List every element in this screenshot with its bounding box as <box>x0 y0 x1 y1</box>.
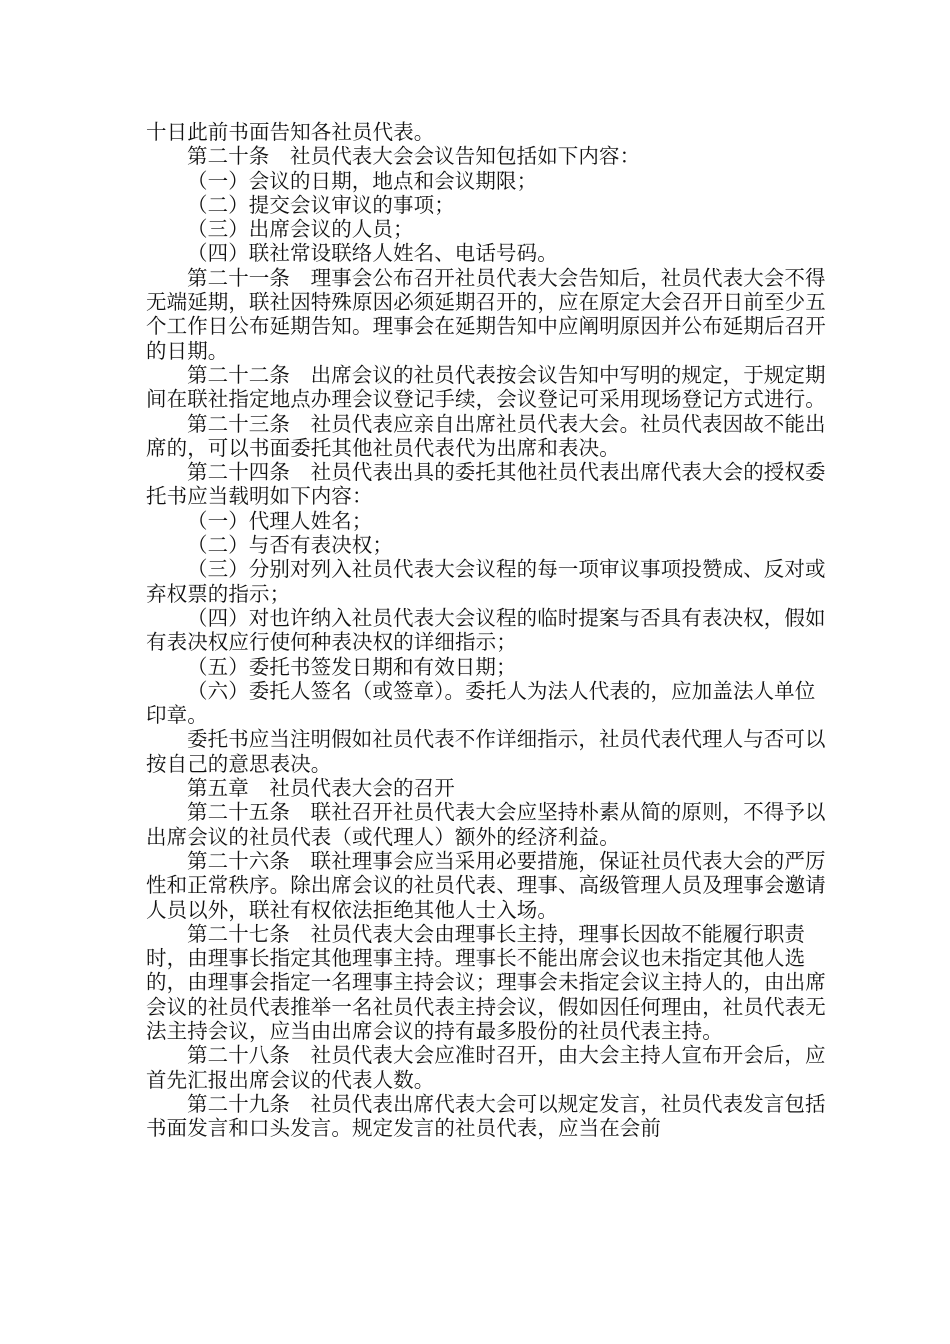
article-paragraph: 第二十一条 理事会公布召开社员代表大会告知后，社员代表大会不得无端延期，联社因特殊原因必须延期召开的，应在原定大会召开日前至少五个工作日公布延期告知。理事会在延期告知中应阐明原因并公布延期后召开的日期。 <box>146 265 826 363</box>
list-item: （二）与否有表决权； <box>187 533 393 558</box>
article-paragraph: 第二十二条 出席会议的社员代表按会议告知中写明的规定，于规定期间在联社指定地点办理会议登记手续，会议登记可采用现场登记方式进行。 <box>146 362 826 412</box>
list-item: （五）委托书签发日期和有效日期； <box>187 654 517 679</box>
list-item: （二）提交会议审议的事项； <box>187 192 455 217</box>
article-paragraph: 第二十五条 联社召开社员代表大会应坚持朴素从简的原则，不得予以出席会议的社员代表（或代理人）额外的经济利益。 <box>146 800 826 849</box>
list-item: （三）出席会议的人员； <box>187 217 414 242</box>
article-paragraph: 第二十八条 社员代表大会应准时召开，由大会主持人宣布开会后，应首先汇报出席会议的代表人数。 <box>146 1043 826 1092</box>
list-item: （三）分别对列入社员代表大会议程的每一项审议事项投赞成、反对或弃权票的指示； <box>146 557 826 606</box>
chapter-heading: 第五章 社员代表大会的召开 <box>187 776 455 801</box>
list-item: （四）联社常设联络人姓名、电话号码。 <box>187 241 558 266</box>
article-paragraph: 第二十条 社员代表大会会议告知包括如下内容： <box>187 144 641 169</box>
article-paragraph: 第二十九条 社员代表出席代表大会可以规定发言，社员代表发言包括书面发言和口头发言。规定发言的社员代表，应当在会前 <box>146 1091 826 1141</box>
list-item: （四）对也许纳入社员代表大会议程的临时提案与否具有表决权，假如有表决权应行使何种表决权的详细指示； <box>146 605 826 655</box>
article-paragraph: 第二十六条 联社理事会应当采用必要措施，保证社员代表大会的严厉性和正常秩序。除出席会议的社员代表、理事、高级管理人员及理事会邀请人员以外，联社有权依法拒绝其他人士入场。 <box>146 848 826 922</box>
paragraph: 十日此前书面告知各社员代表。 <box>146 120 435 144</box>
list-item: （一）会议的日期，地点和会议期限； <box>187 168 538 193</box>
list-item: （一）代理人姓名； <box>187 508 373 533</box>
article-paragraph: 第二十七条 社员代表大会由理事长主持，理事长因故不能履行职责时，由理事长指定其他理事主持。理事长不能出席会议也未指定其他人选的，由理事会指定一名理事主持会议；理事会未指定会议主持人的，由出席会议的社员代表推举一名社员代表主持会议，假如因任何理由，社员代表无法主持会议，应当由出席会议的持有最多股份的社员代表主持。 <box>146 921 826 1043</box>
list-item: （六）委托人签名（或签章）。委托人为法人代表的，应加盖法人单位印章。 <box>146 678 816 728</box>
article-paragraph: 第二十三条 社员代表应亲自出席社员代表大会。社员代表因故不能出席的，可以书面委托其他社员代表代为出席和表决。 <box>146 411 826 460</box>
document-page <box>146 120 826 1140</box>
article-paragraph: 第二十四条 社员代表出具的委托其他社员代表出席代表大会的授权委托书应当载明如下内容： <box>146 460 826 509</box>
paragraph: 委托书应当注明假如社员代表不作详细指示，社员代表代理人与否可以按自己的意思表决。 <box>146 727 826 776</box>
